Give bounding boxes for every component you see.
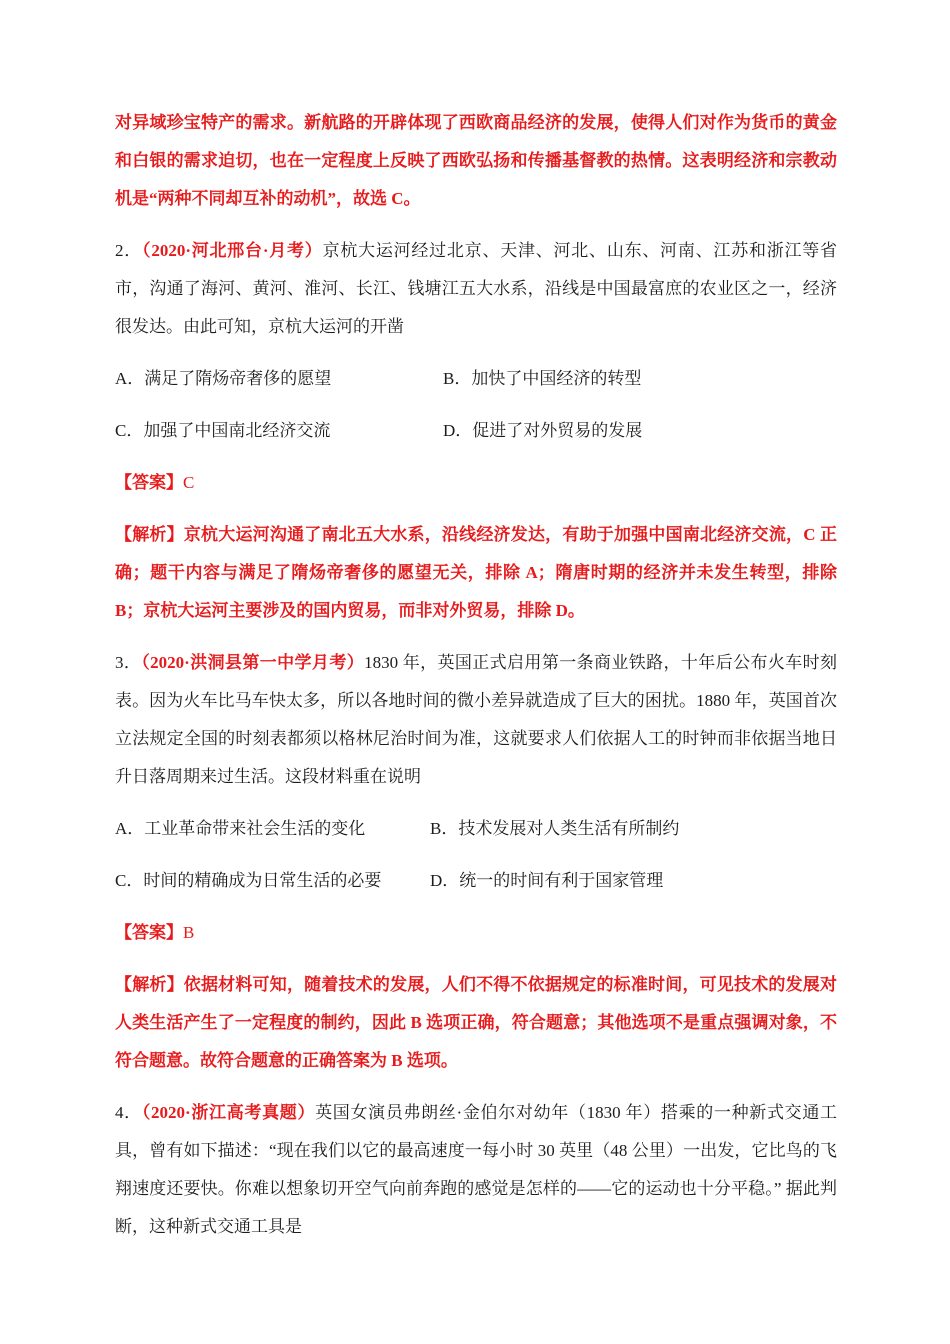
answer-label: 【答案】: [115, 473, 183, 492]
answer-label: 【答案】: [115, 923, 183, 942]
question-3-source-tag: （2020·洪洞县第一中学月考）: [141, 653, 365, 672]
question-3-option-d: [430, 862, 663, 900]
analysis-label: 【解析】: [115, 525, 184, 544]
analysis-label: 【解析】: [115, 975, 184, 994]
question-4-source-tag: （2020·浙江高考真题）: [141, 1103, 316, 1122]
option-a-text: 工业革命带来社会生活的变化: [144, 819, 366, 838]
option-c-text: 加强了中国南北经济交流: [143, 421, 331, 440]
option-c-label: C．: [115, 871, 144, 890]
question-2-option-c: [115, 412, 443, 450]
question-3-options-row-1: [115, 810, 837, 848]
question-2-answer-line: [115, 464, 837, 502]
question-3-analysis-paragraph: [115, 966, 837, 1080]
question-2-stem-text: 京杭大运河经过北京、天津、河北、山东、河南、江苏和浙江等省市，沟通了海河、黄河、淮河、长江、钱塘江五大水系，沿线是中国最富庶的农业区之一，经济很发达。由此可知，京杭大运河的开凿: [115, 241, 838, 336]
question-2-option-d: [443, 412, 642, 450]
option-a-label: A．: [115, 819, 145, 838]
question-2-analysis-paragraph: [115, 516, 837, 630]
question-4: [115, 1094, 837, 1246]
question-3-option-c: [115, 862, 430, 900]
question-4-stem-paragraph: [115, 1094, 837, 1246]
question-3: [115, 644, 837, 1080]
question-2-options-row-2: [115, 412, 837, 450]
option-b-label: B．: [430, 819, 459, 838]
option-b-text: 技术发展对人类生活有所制约: [458, 819, 680, 838]
question-2: [115, 232, 837, 630]
option-a-label: A．: [115, 369, 145, 388]
question-3-stem-paragraph: [115, 644, 837, 796]
question-2-source-tag: （2020·河北邢台·月考）: [142, 241, 323, 260]
question-3-options-row-2: [115, 862, 837, 900]
option-c-label: C．: [115, 421, 144, 440]
question-4-stem-text: 英国女演员弗朗丝·金伯尔对幼年（1830 年）搭乘的一种新式交通工具，曾有如下描述：“现在我们以它的最高速度一每小时 30 英里（48 公里）一出发，它比鸟的飞翔速度还要快。你难以想象切开空气向前奔跑的感觉是怎样的——它的运动也十分平稳。” 据此判断，这种新式交通工具是: [115, 1103, 837, 1236]
analysis-text: 依据材料可知，随着技术的发展，人们不得不依据规定的标准时间，可见技术的发展对人类生活产生了一定程度的制约，因此 B 选项正确，符合题意；其他选项不是重点强调对象，不符合题意。故符合题意的正确答案为 B 选项。: [115, 975, 837, 1070]
analysis-continuation-paragraph: 对异域珍宝特产的需求。新航路的开辟体现了西欧商品经济的发展，使得人们对作为货币的黄金和白银的需求迫切，也在一定程度上反映了西欧弘扬和传播基督教的热情。这表明经济和宗教动机是“两种不同却互补的动机”，故选 C。: [115, 113, 837, 208]
question-3-option-a: [115, 810, 430, 848]
question-4-number: 4．: [115, 1103, 142, 1122]
option-b-text: 加快了中国经济的转型: [471, 369, 642, 388]
question-2-option-a: [115, 360, 443, 398]
option-c-text: 时间的精确成为日常生活的必要: [143, 871, 382, 890]
question-2-options-row-1: [115, 360, 837, 398]
analysis-text: 京杭大运河沟通了南北五大水系，沿线经济发达，有助于加强中国南北经济交流，C 正确；题干内容与满足了隋炀帝奢侈的愿望无关，排除 A；隋唐时期的经济并未发生转型，排除 B；京杭大运河主要涉及的国内贸易，而非对外贸易，排除 D。: [115, 525, 837, 620]
option-d-text: 统一的时间有利于国家管理: [459, 871, 664, 890]
question-3-option-b: [430, 810, 679, 848]
option-d-label: D．: [443, 421, 473, 440]
option-a-text: 满足了隋炀帝奢侈的愿望: [144, 369, 332, 388]
question-3-answer-line: [115, 914, 837, 952]
option-d-label: D．: [430, 871, 460, 890]
answer-value: C: [183, 473, 195, 492]
question-2-number: 2．: [115, 241, 143, 260]
question-3-stem-text: 1830 年，英国正式启用第一条商业铁路，十年后公布火车时刻表。因为火车比马车快太多，所以各地时间的微小差异就造成了巨大的困扰。1880 年，英国首次立法规定全国的时刻表都须以格林尼治时间为准，这就要求人们依据人工的时钟而非依据当地日升日落周期来过生活。这段材料重在说明: [115, 653, 838, 786]
question-2-option-b: [443, 360, 641, 398]
question-2-stem-paragraph: [115, 232, 837, 346]
question-3-number: 3．: [115, 653, 142, 672]
answer-value: B: [183, 923, 195, 942]
option-b-label: B．: [443, 369, 472, 388]
option-d-text: 促进了对外贸易的发展: [472, 421, 643, 440]
